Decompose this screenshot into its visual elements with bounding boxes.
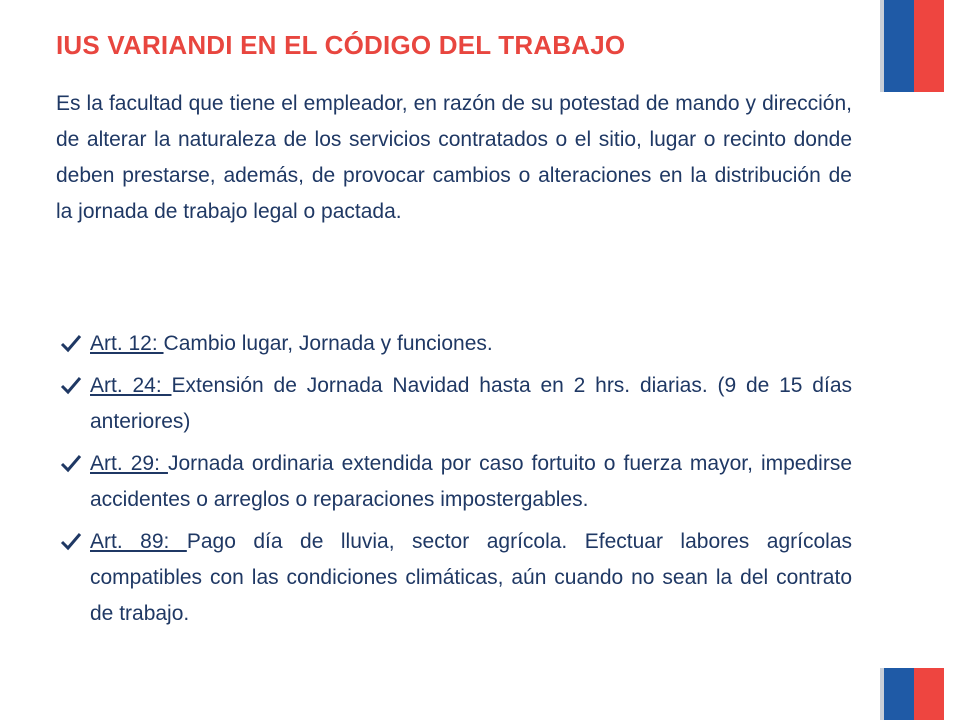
flag-stripe-icon (880, 668, 948, 720)
list-item (60, 326, 852, 362)
article-list (60, 326, 852, 638)
flag-stripe-icon (880, 0, 948, 92)
checkmark-icon (60, 332, 82, 354)
article-ref: Art. 24: (90, 374, 172, 397)
list-item (60, 368, 852, 440)
list-item (60, 446, 852, 518)
intro-paragraph: Es la facultad que tiene el empleador, en razón de su potestad de mando y dirección, de alterar la naturaleza de los servicios contratados o el sitio, lugar o recinto donde deben prestarse, además, de provocar cambios o alteraciones en la distribución de la jornada de trabajo legal o pactada. (56, 92, 852, 223)
article-ref: Art. 12: (90, 332, 164, 355)
list-item (60, 524, 852, 632)
checkmark-icon (60, 452, 82, 474)
checkmark-icon (60, 530, 82, 552)
article-ref: Art. 89: (90, 530, 187, 553)
article-ref: Art. 29: (90, 452, 168, 475)
article-text: Pago día de lluvia, sector agrícola. Efectuar labores agrícolas compatibles con las condiciones climáticas, aún cuando no sean la del contrato de trabajo. (90, 530, 852, 625)
article-text: Cambio lugar, Jornada y funciones. (163, 332, 493, 355)
article-text: Jornada ordinaria extendida por caso fortuito o fuerza mayor, impedirse accidentes o arreglos o reparaciones impostergables. (90, 452, 853, 511)
page-title: IUS VARIANDI EN EL CÓDIGO DEL TRABAJO (56, 30, 626, 60)
checkmark-icon (60, 374, 82, 396)
article-text: Extensión de Jornada Navidad hasta en 2 hrs. diarias. (9 de 15 días anteriores) (90, 374, 852, 433)
